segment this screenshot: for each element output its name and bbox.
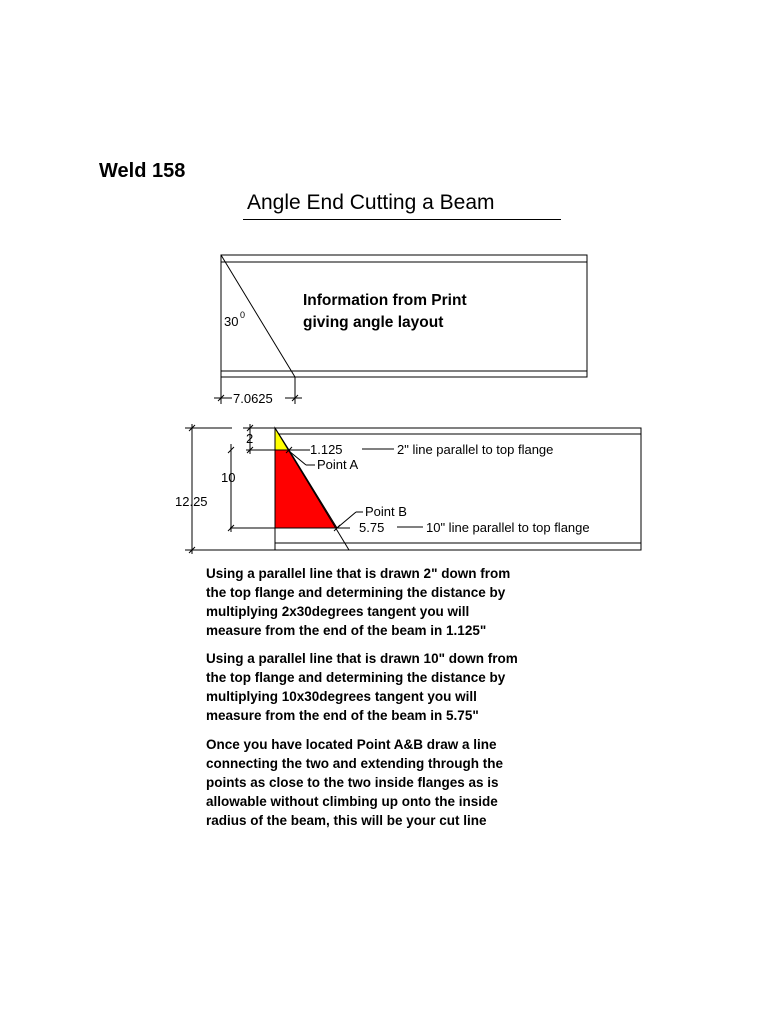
note-2in-label: 2" line parallel to top flange	[397, 442, 554, 457]
info-line-2: giving angle layout	[303, 314, 444, 331]
paragraph-line: Using a parallel line that is drawn 2" down from	[206, 566, 511, 581]
paragraph-line: multiplying 10x30degrees tangent you will	[206, 689, 477, 704]
dim-2-label: 2	[246, 431, 254, 446]
paragraph-line: radius of the beam, this will be your cut line	[206, 813, 487, 828]
paragraph-line: Using a parallel line that is drawn 10" down from	[206, 651, 518, 666]
paragraph-line: the top flange and determining the distance by	[206, 670, 506, 685]
figure-print-layout	[214, 255, 587, 406]
paragraph-line: Once you have located Point A&B draw a line	[206, 737, 497, 752]
paragraph-line: points as close to the two inside flanges as is	[206, 775, 499, 790]
explanation-paragraph-2	[206, 649, 626, 725]
point-b-label: Point B	[365, 504, 407, 519]
dim-1125-label: 1.125	[310, 442, 343, 457]
paragraph-line: measure from the end of the beam in 5.75"	[206, 708, 479, 723]
info-line-1: Information from Print	[303, 292, 467, 309]
dim-1225-label: 12.25	[175, 494, 208, 509]
explanation-paragraph-3	[206, 735, 626, 830]
page-title: Weld 158	[99, 160, 186, 182]
angle-label: 30	[224, 314, 239, 329]
angle-degree-mark: 0	[240, 310, 246, 320]
note-10in-label: 10" line parallel to top flange	[426, 520, 590, 535]
figure-layout-detail	[175, 424, 641, 554]
explanation-paragraph-1	[206, 564, 626, 640]
paragraph-line: allowable without climbing up onto the inside	[206, 794, 498, 809]
paragraph-line: the top flange and determining the distance by	[206, 585, 506, 600]
paragraph-line: connecting the two and extending through the	[206, 756, 503, 771]
paragraph-line: measure from the end of the beam in 1.125"	[206, 623, 487, 638]
paragraph-line: multiplying 2x30degrees tangent you will	[206, 604, 470, 619]
diagram-subtitle: Angle End Cutting a Beam	[247, 191, 495, 214]
dim-575-label: 5.75	[359, 520, 385, 535]
dim-10-label: 10	[221, 470, 236, 485]
point-a-label: Point A	[317, 457, 359, 472]
offset-label: 7.0625	[233, 391, 273, 406]
